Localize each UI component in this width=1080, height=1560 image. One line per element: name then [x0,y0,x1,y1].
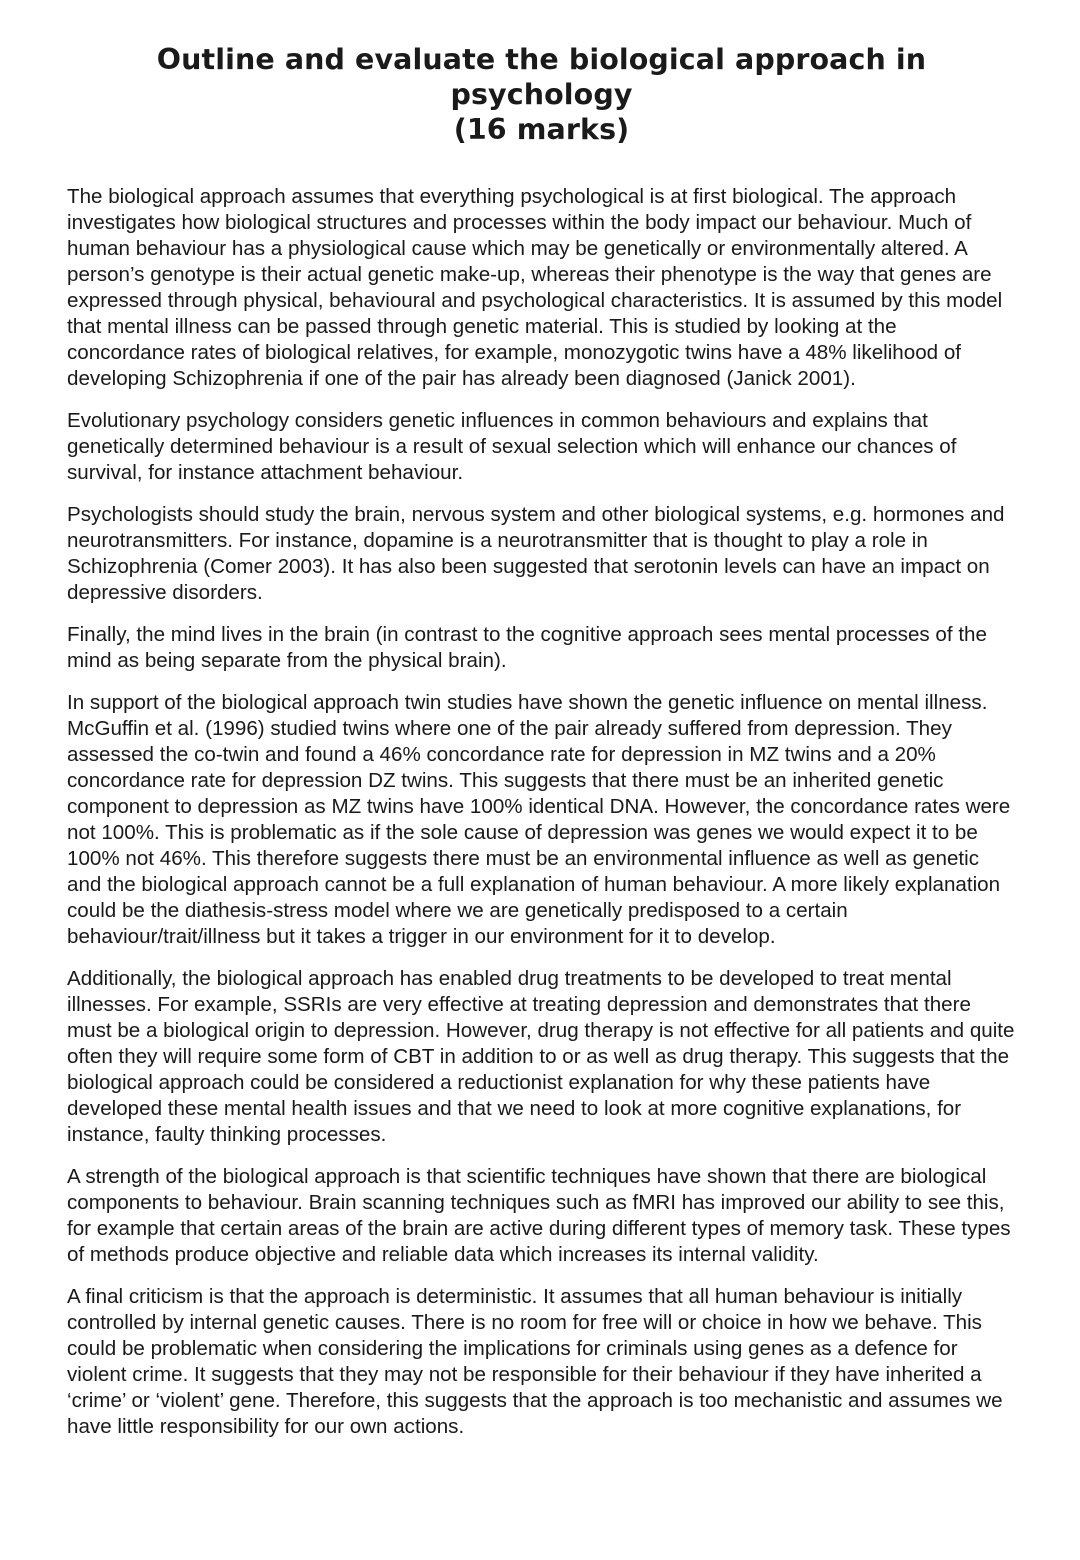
paragraph-mind-brain: Finally, the mind lives in the brain (in contrast to the cognitive approach sees mental processes of the mind as being separate from the physical brain). [67,623,987,672]
paragraph-evolutionary: Evolutionary psychology considers genetic influences in common behaviours and explains that genetically determined behaviour is a result of sexual selection which will enhance our chances of survival, for instance attachment behaviour. [67,409,957,484]
paragraph-twin-studies: In support of the biological approach twin studies have shown the genetic influence on mental illness. McGuffin et al. (1996) studied twins where one of the pair already suffered from depression. They assessed the co-twin and found a 46% concordance rate for depression in MZ twins and a 20% concordance rate for depression DZ twins. This suggests that there must be an inherited genetic component to depression as MZ twins have 100% identical DNA. However, the concordance rates were not 100%. This is problematic as if the sole cause of depression was genes we would expect it to be 100% not 46%. This therefore suggests there must be an environmental influence as well as genetic and the biological approach cannot be a full explanation of human behaviour. A more likely explanation could be the diathesis-stress model where we are genetically predisposed to a certain behaviour/trait/illness but it takes a trigger in our environment for it to develop. [67,691,1011,948]
essay-body [67,184,1016,1440]
paragraph-brain-systems: Psychologists should study the brain, nervous system and other biological systems, e.g. hormones and neurotransmitters. For instance, dopamine is a neurotransmitter that is thought to play a role in Schizophrenia (Comer 2003). It has also been suggested that serotonin levels can have an impact on depressive disorders. [67,503,1005,604]
title-line-1: Outline and evaluate the biological approach in psychology [156,43,927,111]
page-title [67,42,1016,147]
paragraph-drug-treatments: Additionally, the biological approach has enabled drug treatments to be developed to treat mental illnesses. For example, SSRIs are very effective at treating depression and demonstrates that there must be a biological origin to depression. However, drug therapy is not effective for all patients and quite often they will require some form of CBT in addition to or as well as drug therapy. This suggests that the biological approach could be considered a reductionist explanation for why these patients have developed these mental health issues and that we need to look at more cognitive explanations, for instance, faulty thinking processes. [67,967,1015,1146]
paragraph-introduction: The biological approach assumes that everything psychological is at first biological. The approach investigates how biological structures and processes within the body impact our behaviour. Much of human behaviour has a physiological cause which may be genetically or environmentally altered. A person’s genotype is their actual genetic make-up, whereas their phenotype is the way that genes are expressed through physical, behavioural and psychological characteristics. It is assumed by this model that mental illness can be passed through genetic material. This is studied by looking at the concordance rates of biological relatives, for example, monozygotic twins have a 48% likelihood of developing Schizophrenia if one of the pair has already been diagnosed (Janick 2001). [67,185,1003,390]
paragraph-scientific-techniques: A strength of the biological approach is that scientific techniques have shown that there are biological components to behaviour. Brain scanning techniques such as fMRI has improved our ability to see this, for example that certain areas of the brain are active during different types of memory task. These types of methods produce objective and reliable data which increases its internal validity. [67,1165,1011,1266]
paragraph-determinism: A final criticism is that the approach is deterministic. It assumes that all human behaviour is initially controlled by internal genetic causes. There is no room for free will or choice in how we behave. This could be problematic when considering the implications for criminals using genes as a defence for violent crime. It suggests that they may not be responsible for their behaviour if they have inherited a ‘crime’ or ‘violent’ gene. Therefore, this suggests that the approach is too mechanistic and assumes we have little responsibility for our own actions. [67,1285,1003,1438]
title-line-2-marks: (16 marks) [453,113,630,146]
